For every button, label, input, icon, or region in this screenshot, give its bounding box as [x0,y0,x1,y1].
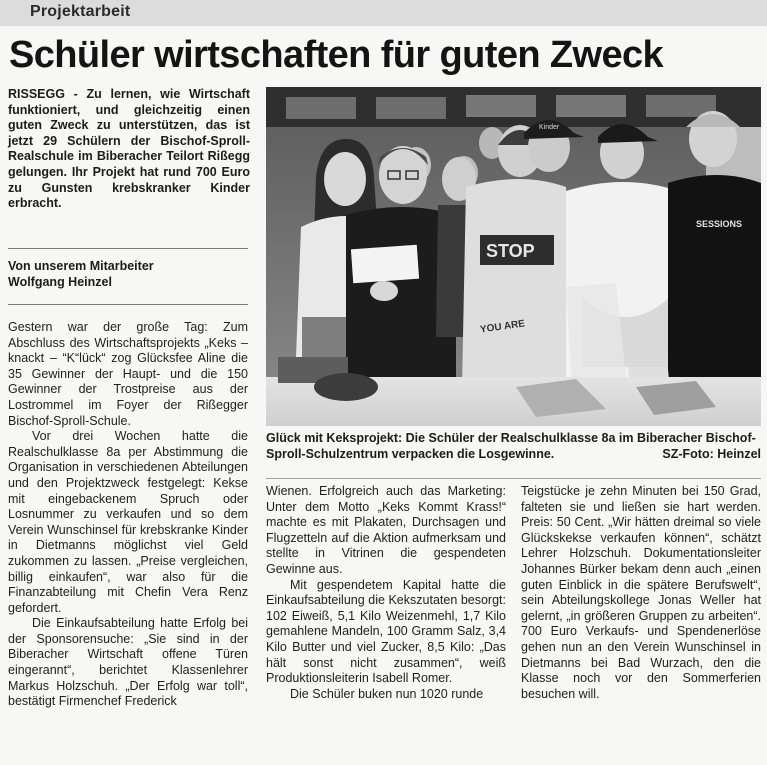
article-headline: Schüler wirtschaften für guten Zweck [9,34,664,76]
body-paragraph: Gestern war der große Tag: Zum Abschluss des Wirtschaftsprojekts „Keks – knackt – “K“lück“ zog Glücksfee Aline die 35 Gewinner der Haupt- und die 150 Gewinner der Trostpreise aus der Lostrommel im Foyer der Rißegger Bischof-Sproll-Schule. [8,320,248,428]
cap-print: Kinder [539,124,560,131]
body-column-1 [8,320,248,710]
photo-caption [266,431,761,462]
body-paragraph: Mit gespendetem Kapital hatte die Einkaufsabteilung die Kekszutaten besorgt: 102 Eiweiß, 5,1 Kilo Weizenmehl, 1,7 Kilo gemahlene Mandeln, 100 Gramm Salz, 3,4 Kilo Butter und viel Zucker, 8,5 Kilo: „Das hält sonst nicht zusammen“, weiß Produktionsleiterin Isabell Romer. [266,577,506,686]
byline [8,258,248,290]
shirt-print-sessions: SESSIONS [696,219,743,229]
body-column-2 [266,484,506,702]
body-paragraph: Wienen. Erfolgreich auch das Marketing: Unter dem Motto „Keks Kommt Krass!“ machte es mit Plakaten, Durchsagen und Flugzetteln auf die Aktion aufmerksam und stellte in Vitrinen die gespendeten Gewinne aus. [266,484,506,576]
body-paragraph: Teigstücke je zehn Minuten bei 150 Grad, falteten sie und ließen sie hart werden. Preis: 50 Cent. „Wir hätten dreimal so viele Glückskekse verkaufen können“, schätzt Lehrer Holzschuh. Dokumentationsleiter Johannes Bürker bekam denn auch „einen guten Einblick in die spätere Berufswelt“, sein Abteilungskollege Jonas Weller hat gelernt, „in größeren Gruppen zu arbeiten“. 700 Euro Verkaufs- und Spendenerlöse gehen nun an den Verein Wunschinsel in Dietmanns bei Bad Wurzach, den die Klasse noch vor den Sommerferien besuchen will. [521,484,761,701]
shirt-print-stop: STOP [486,241,535,261]
divider-top [8,248,248,249]
caption-divider [266,478,761,479]
body-paragraph: Die Schüler buken nun 1020 runde [290,686,484,701]
news-photo [266,87,761,426]
photo-credit: SZ-Foto: Heinzel [662,446,761,461]
caption-text: Glück mit Keksprojekt: Die Schüler der Realschulklasse 8a im Biberacher Bischof-Sproll-Schulzentrum verpacken die Losgewinne. [266,431,756,461]
byline-prefix: Von unserem Mitarbeiter [8,259,154,273]
section-label: Projektarbeit [30,3,131,20]
divider-bottom [8,304,248,305]
article-lead: RISSEGG - Zu lernen, wie Wirtschaft funktioniert, und gleichzeitig einen guten Zweck zu unterstützen, das ist jetzt 29 Schülern der Bischof-Sproll-Realschule im Biberacher Teilort Rißegg gelungen. Ihr Projekt hat rund 700 Euro zu Gunsten krebskranker Kinder erbracht. [8,87,250,211]
shirt-print-you-are: YOU ARE [479,318,526,336]
body-paragraph: Vor drei Wochen hatte die Realschulklasse 8a per Abstimmung die Organisation in verschiedenen Abteilungen und den Projektzweck festgelegt: Kekse mit eingebackenem Spruch oder Losnummer zu verkaufen und so dem Verein Wunschinsel für krebskranke Kinder in Dietmanns möglichst viel Geld zukommen zu lassen. „Preise vergleichen, billig einkaufen“, war also für die Finanzabteilung mit Chefin Vera Renz gefordert. [8,429,248,615]
body-column-3 [521,484,761,702]
body-paragraph: Die Einkaufsabteilung hatte Erfolg bei der Sponsorensuche: „Sie sind in der Biberacher Wirtschaft offene Türen eingerannt“, berichtet Klassenlehrer Markus Holzschuh. „Der Erfolg war toll“, bestätigt Firmenchef Frederick [8,616,248,709]
byline-author: Wolfgang Heinzel [8,275,112,289]
section-label-bar [0,0,767,26]
